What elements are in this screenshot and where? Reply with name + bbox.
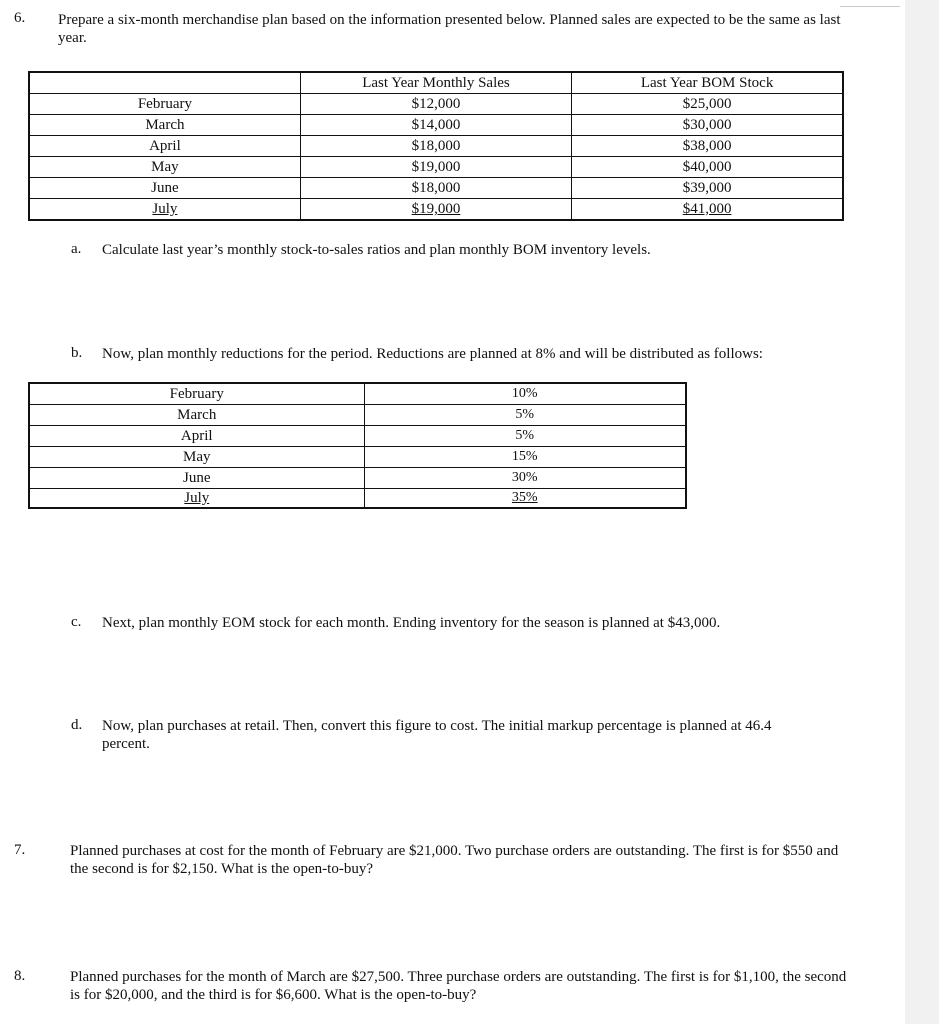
part-d-text: Now, plan purchases at retail. Then, convert this figure to cost. The initial markup percentage is planned at 46.4 percent. — [102, 718, 772, 752]
month-label: July — [152, 201, 178, 217]
table-row — [29, 115, 843, 136]
percent-cell: 10% — [364, 383, 686, 405]
table-header-row — [29, 72, 843, 94]
part-a-letter: a. — [71, 241, 82, 257]
sales-cell: $18,000 — [300, 136, 571, 157]
percent-cell: 15% — [364, 447, 686, 468]
bom-cell: $25,000 — [572, 94, 843, 115]
question-6-text: Prepare a six-month merchandise plan based on the information presented below. Planned sales are expected to be the same as last year. — [58, 12, 841, 46]
percent-cell: 5% — [364, 405, 686, 426]
month-label: July — [184, 490, 210, 506]
header-cell — [29, 72, 300, 94]
header-cell: Last Year BOM Stock — [572, 72, 843, 94]
table-row — [29, 178, 843, 199]
table-row — [29, 157, 843, 178]
bom-cell: $30,000 — [572, 115, 843, 136]
sales-cell: $18,000 — [300, 178, 571, 199]
percent-cell — [364, 489, 686, 509]
part-b-text: Now, plan monthly reductions for the period. Reductions are planned at 8% and will be distributed as follows: — [102, 346, 763, 362]
month-cell: March — [29, 405, 364, 426]
table-row — [29, 447, 686, 468]
question-6-number: 6. — [14, 10, 26, 26]
month-cell: April — [29, 426, 364, 447]
question-7-number: 7. — [14, 842, 26, 858]
month-cell: June — [29, 178, 300, 199]
percent-cell: 30% — [364, 468, 686, 489]
table-row — [29, 426, 686, 447]
sales-value: $19,000 — [411, 201, 461, 217]
sales-cell — [300, 199, 571, 221]
bom-cell: $38,000 — [572, 136, 843, 157]
month-cell: June — [29, 468, 364, 489]
table-row — [29, 405, 686, 426]
part-b-letter: b. — [71, 345, 83, 361]
table-row — [29, 468, 686, 489]
question-7-text: Planned purchases at cost for the month of February are $21,000. Two purchase orders are outstanding. The first is for $550 and the second is for $2,150. What is the open-to-buy? — [70, 843, 839, 877]
header-cell: Last Year Monthly Sales — [300, 72, 571, 94]
month-cell — [29, 489, 364, 509]
month-cell: March — [29, 115, 300, 136]
sales-cell: $14,000 — [300, 115, 571, 136]
bom-cell: $40,000 — [572, 157, 843, 178]
table-row — [29, 489, 686, 509]
sales-stock-table — [28, 71, 844, 221]
part-c-letter: c. — [71, 614, 82, 630]
bom-cell — [572, 199, 843, 221]
part-c-text: Next, plan monthly EOM stock for each month. Ending inventory for the season is planned at $43,000. — [102, 615, 721, 631]
table-row — [29, 136, 843, 157]
percent-cell: 5% — [364, 426, 686, 447]
month-cell: May — [29, 157, 300, 178]
month-cell: February — [29, 383, 364, 405]
month-cell: April — [29, 136, 300, 157]
table-row — [29, 383, 686, 405]
reductions-table — [28, 382, 687, 509]
month-cell: February — [29, 94, 300, 115]
part-d-letter: d. — [71, 717, 83, 733]
part-a-text: Calculate last year’s monthly stock-to-sales ratios and plan monthly BOM inventory levels. — [102, 242, 651, 258]
percent-value: 35% — [511, 490, 538, 505]
sales-cell: $12,000 — [300, 94, 571, 115]
table-row — [29, 199, 843, 221]
top-rule — [840, 6, 900, 7]
question-8-text: Planned purchases for the month of March are $27,500. Three purchase orders are outstanding. The first is for $1,100, the second is for $20,000, and the third is for $6,600. What is the open-to-buy? — [70, 969, 847, 1003]
month-cell — [29, 199, 300, 221]
bom-cell: $39,000 — [572, 178, 843, 199]
table-row — [29, 94, 843, 115]
page-margin-strip — [905, 0, 939, 1024]
month-cell: May — [29, 447, 364, 468]
sales-cell: $19,000 — [300, 157, 571, 178]
bom-value: $41,000 — [682, 201, 732, 217]
question-8-number: 8. — [14, 968, 26, 984]
